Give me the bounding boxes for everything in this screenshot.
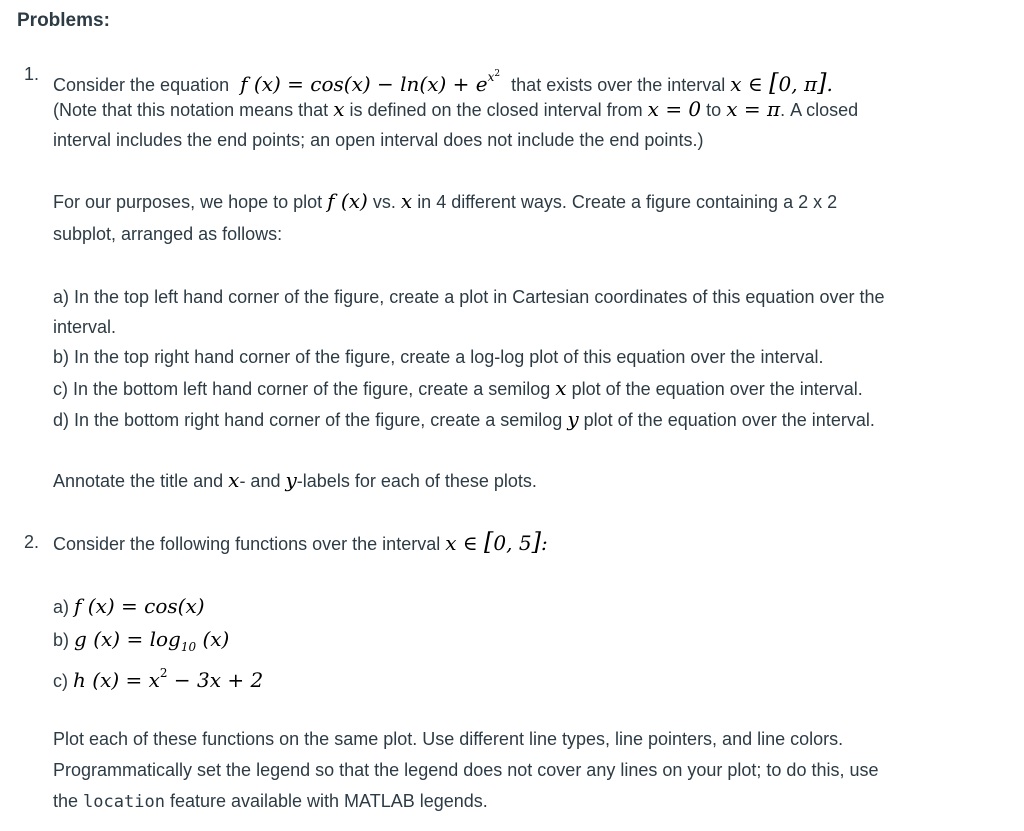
annotate-text-a: Annotate the title and xyxy=(53,471,224,491)
function-b xyxy=(53,627,229,659)
part-d xyxy=(53,407,875,432)
problem-2-intro-text: Consider the following functions over the interval xyxy=(53,534,441,554)
part-c-text-b: plot of the equation over the interval. xyxy=(571,379,863,399)
interval-1: x ∈ [0, π]. xyxy=(730,69,833,97)
part-a-line-1: a) In the top left hand corner of the figure, create a plot in Cartesian coordinates of this equation over the xyxy=(53,287,885,307)
note-line-2: interval includes the end points; an open interval does not include the end points.) xyxy=(53,130,704,150)
problem-2-intro xyxy=(53,530,548,556)
math-x-eq-pi: x = π xyxy=(726,97,781,121)
interval-2: x ∈ [0, 5]: xyxy=(445,528,548,556)
function-a-label: a) xyxy=(53,597,70,617)
intro-text: Consider the equation xyxy=(53,75,230,95)
annotate-text-b: - and xyxy=(239,471,281,491)
function-c xyxy=(53,661,263,693)
plot-line-2: Programmatically set the legend so that the legend does not cover any lines on your plot; to do this, use xyxy=(53,760,879,780)
math-x: x xyxy=(333,97,345,121)
math-x-eq-0: x = 0 xyxy=(647,97,702,121)
intro-after: that exists over the interval xyxy=(511,75,726,95)
note-text-d: . A closed xyxy=(780,100,859,120)
equation-f: f $(x) = \cos(x) - \ln(x) + e^{x^2}$ xyxy=(240,69,501,96)
note-line-1 xyxy=(53,97,858,122)
plot-line-1: Plot each of these functions on the same plot. Use different line types, line pointers, and line colors. xyxy=(53,729,844,749)
part-d-text-b: plot of the equation over the interval. xyxy=(583,410,875,430)
problem-2-number: 2. xyxy=(24,532,40,552)
function-a-expr: f (x) = cos(x) xyxy=(74,594,205,618)
math-y: y xyxy=(567,407,579,431)
annotate-text-c: -labels for each of these plots. xyxy=(296,471,537,491)
function-b-label: b) xyxy=(53,630,70,650)
note-text-a: (Note that this notation means that xyxy=(53,100,329,120)
function-c-label: c) xyxy=(53,671,68,691)
purpose-line-2: subplot, arranged as follows: xyxy=(53,224,283,244)
plot-line-3-text-b: feature available with MATLAB legends. xyxy=(169,791,488,811)
purpose-line-1 xyxy=(53,189,837,214)
annotate-line xyxy=(53,468,537,493)
note-text-c: to xyxy=(706,100,722,120)
function-a xyxy=(53,594,205,619)
math-x: x xyxy=(228,468,240,492)
plot-line-3 xyxy=(53,789,488,814)
function-b-expr: g $(x) = \log_{10} (x)$ xyxy=(74,627,230,654)
purpose-text-b: vs. xyxy=(372,192,396,212)
problem-1-number: 1. xyxy=(24,64,40,84)
math-x: x xyxy=(555,376,567,400)
part-b: b) In the top right hand corner of the figure, create a log-log plot of this equation over the interval. xyxy=(53,347,824,367)
note-text-b: is defined on the closed interval from xyxy=(349,100,643,120)
math-y: y xyxy=(285,468,297,492)
math-fx: f (x) xyxy=(327,189,368,213)
part-d-text-a: d) In the bottom right hand corner of the figure, create a semilog xyxy=(53,410,563,430)
part-a-line-2: interval. xyxy=(53,317,117,337)
plot-line-3-text-a: the xyxy=(53,791,79,811)
location-code: location xyxy=(83,792,165,812)
purpose-text-a: For our purposes, we hope to plot xyxy=(53,192,323,212)
page-heading: Problems: xyxy=(17,10,110,31)
part-c-text-a: c) In the bottom left hand corner of the figure, create a semilog xyxy=(53,379,551,399)
math-x: x xyxy=(400,189,413,213)
part-c xyxy=(53,376,863,401)
problem-1-intro xyxy=(53,62,833,97)
purpose-text-c: in 4 different ways. Create a figure containing a 2 x 2 xyxy=(417,192,838,212)
function-c-expr: h $(x) = x^2 - 3x + 2$ xyxy=(73,666,264,692)
